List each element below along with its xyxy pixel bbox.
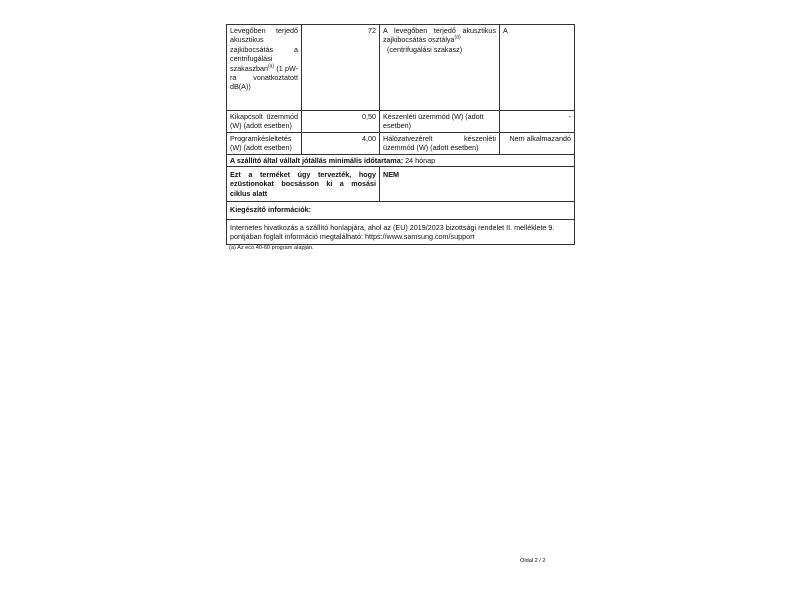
table-row bbox=[227, 25, 575, 111]
table-row bbox=[227, 219, 575, 245]
warranty-label: A szállító által vállalt jótállás minimális időtartama: bbox=[230, 155, 404, 165]
energy-info-table bbox=[226, 24, 575, 245]
footnote: (a) Az eco 40-60 program alapján. bbox=[229, 245, 314, 251]
off-mode-label: Kikapcsolt üzemmód (W) (adott esetben) bbox=[227, 111, 302, 133]
footnote-marker: (a) bbox=[267, 63, 275, 70]
warranty-value: 24 hónap bbox=[405, 155, 436, 165]
noise-emission-unit: (1 pW-ra vonatkoztatott dB(A)) bbox=[230, 63, 298, 92]
additional-info-text: Internetes hivatkozás a szállító honlapjára, ahol az (EU) 2019/2023 bizottsági rendelet II. melléklete 9. pontjában foglalt információ megtalálható: https://www.samsung.com/support bbox=[227, 219, 575, 245]
noise-emission-label bbox=[227, 25, 302, 111]
noise-emission-label-text: Levegőben terjedő akusztikus zajkibocsátás a centrifugálási szakaszban bbox=[230, 26, 298, 73]
warranty-row bbox=[227, 154, 575, 166]
delay-start-label: Programkésleltetés (W) (adott esetben) bbox=[227, 132, 302, 154]
networked-standby-label: Hálózatvezérelt készenléti üzemmód (W) (adott esetben) bbox=[380, 132, 500, 154]
noise-class-label-text: A levegőben terjedő akusztikus zajkibocsátás osztálya bbox=[383, 26, 496, 45]
networked-standby-value: Nem alkalmazandó bbox=[500, 132, 575, 154]
additional-info-heading: Kiegészítő információk: bbox=[227, 202, 575, 219]
off-mode-value: 0,50 bbox=[302, 111, 380, 133]
page-number: Oldal 2 / 2 bbox=[520, 558, 546, 564]
silver-ion-value: NEM bbox=[380, 167, 575, 202]
table-row bbox=[227, 132, 575, 154]
table-row bbox=[227, 111, 575, 133]
noise-class-label-tail: (centrifugálási szakasz) bbox=[387, 44, 463, 54]
table-row bbox=[227, 167, 575, 202]
noise-emission-value: 72 bbox=[302, 25, 380, 111]
table-row bbox=[227, 154, 575, 166]
delay-start-value: 4,00 bbox=[302, 132, 380, 154]
standby-mode-value: - bbox=[500, 111, 575, 133]
noise-class-value: A bbox=[500, 25, 575, 111]
table-row bbox=[227, 202, 575, 219]
standby-mode-label: Készenléti üzemmód (W) (adott esetben) bbox=[380, 111, 500, 133]
footnote-marker: (a) bbox=[454, 35, 461, 42]
silver-ion-label: Ezt a terméket úgy tervezték, hogy ezüstionokat bocsásson ki a mosási ciklus alatt bbox=[227, 167, 380, 202]
noise-class-label bbox=[380, 25, 500, 111]
